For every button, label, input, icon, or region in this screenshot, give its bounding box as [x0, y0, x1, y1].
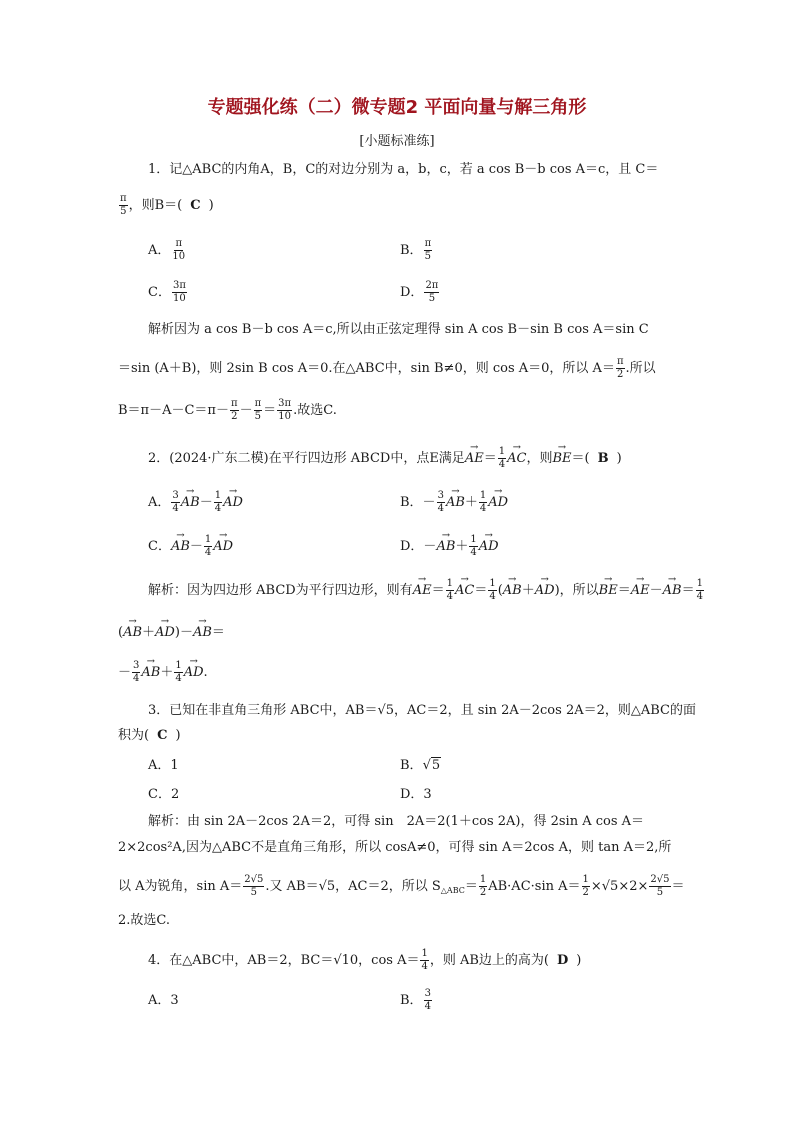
q3-solution-line2: 2×2cos²A,因为△ABC不是直角三角形，所以 cosA≠0，可得 sin A＝2cos A，则 tan A＝2,所 [118, 840, 672, 855]
q2-option-d: D．－→ AB＋ $\frac{1}{4}$ → AD [400, 534, 499, 559]
q2-solution-line1: 解析：因为四边形 ABCD为平行四边形，则有→ AE＝ $\frac{1}{4}$ → AC＝ $\frac{1}{4}$ (→ AB＋→ AD)，所以→ BE＝→ AE－→ AB＝ $\frac{1}{4}$ [148, 578, 705, 603]
q1-solution-line1: 解析因为 a cos B－b cos A＝c,所以由正弦定理得 sin A cos B－sin B cos A＝sin C [148, 322, 649, 337]
q1-solution-line2: ＝sin (A＋B)，则 2sin B cos A＝0.在△ABC中，sin B≠0，则 cos A＝0，所以 A＝ $\frac{\pi}{2}$ .所以 [118, 356, 656, 380]
q3-solution-line3: 以 A为锐角，sin A＝ $\frac{2√5}{5}$ .又 AB＝√5，AC＝2，所以 $S_{\triangle ABC}=$ $\frac{1}{2}$ AB·AC·sin A＝ $\frac{1}{2}$ ×√5×2× $\frac{2√5}{5}$ ＝ [118, 874, 685, 898]
q1-option-b: B． $\frac{\pi}{5}$ [400, 238, 432, 262]
q2-solution-line3: － $\frac{3}{4}$ → AB＋ $\frac{1}{4}$ → AD. [118, 660, 208, 685]
q3-solution-line1: 解析：由 sin 2A－2cos 2A＝2，可得 sin 2A＝2(1＋cos 2A)，得 2sin A cos A＝ [148, 814, 645, 829]
q2-option-c: C．→ AB－ $\frac{1}{4}$ → AD [148, 534, 233, 559]
q3-option-d: D．3 [400, 787, 432, 802]
q2-option-a: A． $\frac{3}{4}$ → AB－ $\frac{1}{4}$ → AD [148, 490, 243, 515]
q3-option-a: A．1 [148, 758, 179, 773]
q1-option-c: C． $\frac{3\pi}{10}$ [148, 280, 186, 304]
q3-stem-line1: 3．已知在非直角三角形 ABC中，AB＝√5，AC＝2，且 sin 2A－2cos 2A＝2，则△ABC的面 [148, 703, 696, 718]
q2-answer: B [597, 451, 609, 466]
q1-solution-line3: B＝π－A－C＝π－ $\frac{\pi}{2}$ － $\frac{\pi}{5}$ ＝ $\frac{3\pi}{10}$ .故选C. [118, 398, 337, 422]
q4-option-b: B． $\frac{3}{4}$ [400, 988, 431, 1012]
q4-answer: D [557, 953, 569, 968]
q1-option-a: A． $\frac{\pi}{10}$ [148, 238, 186, 262]
q1-option-d: D． $\frac{2\pi}{5}$ [400, 280, 439, 304]
q1-stem-line2: $\frac{\pi}{5}$ ，则B＝( C ) [120, 193, 214, 217]
q4-stem: 4．在△ABC中，AB＝2，BC＝√10，cos A＝ $\frac{1}{4}$ ，则 AB边上的高为( D ) [148, 948, 582, 972]
q3-stem-line2: 积为( C ) [118, 728, 181, 743]
q3-answer: C [157, 728, 168, 743]
q1-stem-line1: 1．记△ABC的内角A，B，C的对边分别为 a，b，c，若 a cos B－b cos A＝c，且 C＝ [148, 162, 659, 177]
page-title: 专题强化练（二）微专题2 平面向量与解三角形 [207, 97, 587, 118]
q3-solution-line4: 2.故选C. [118, 913, 171, 928]
section-subtitle: [小题标准练] [359, 134, 435, 149]
q4-option-a: A．3 [148, 993, 179, 1008]
q3-option-c: C．2 [148, 787, 180, 802]
q2-stem: 2．(2024·广东二模)在平行四边形 ABCD中，点E满足→ AE＝ $\frac{1}{4}$ → AC，则→ BE＝( B ) [148, 446, 622, 471]
q3-option-b: B．√5 [400, 758, 441, 773]
q2-option-b: B．－ $\frac{3}{4}$ → AB＋ $\frac{1}{4}$ → AD [400, 490, 508, 515]
q1-answer: C [190, 198, 201, 213]
q2-solution-line2: (→ AB＋→ AD)－→ AB＝ [118, 625, 225, 641]
